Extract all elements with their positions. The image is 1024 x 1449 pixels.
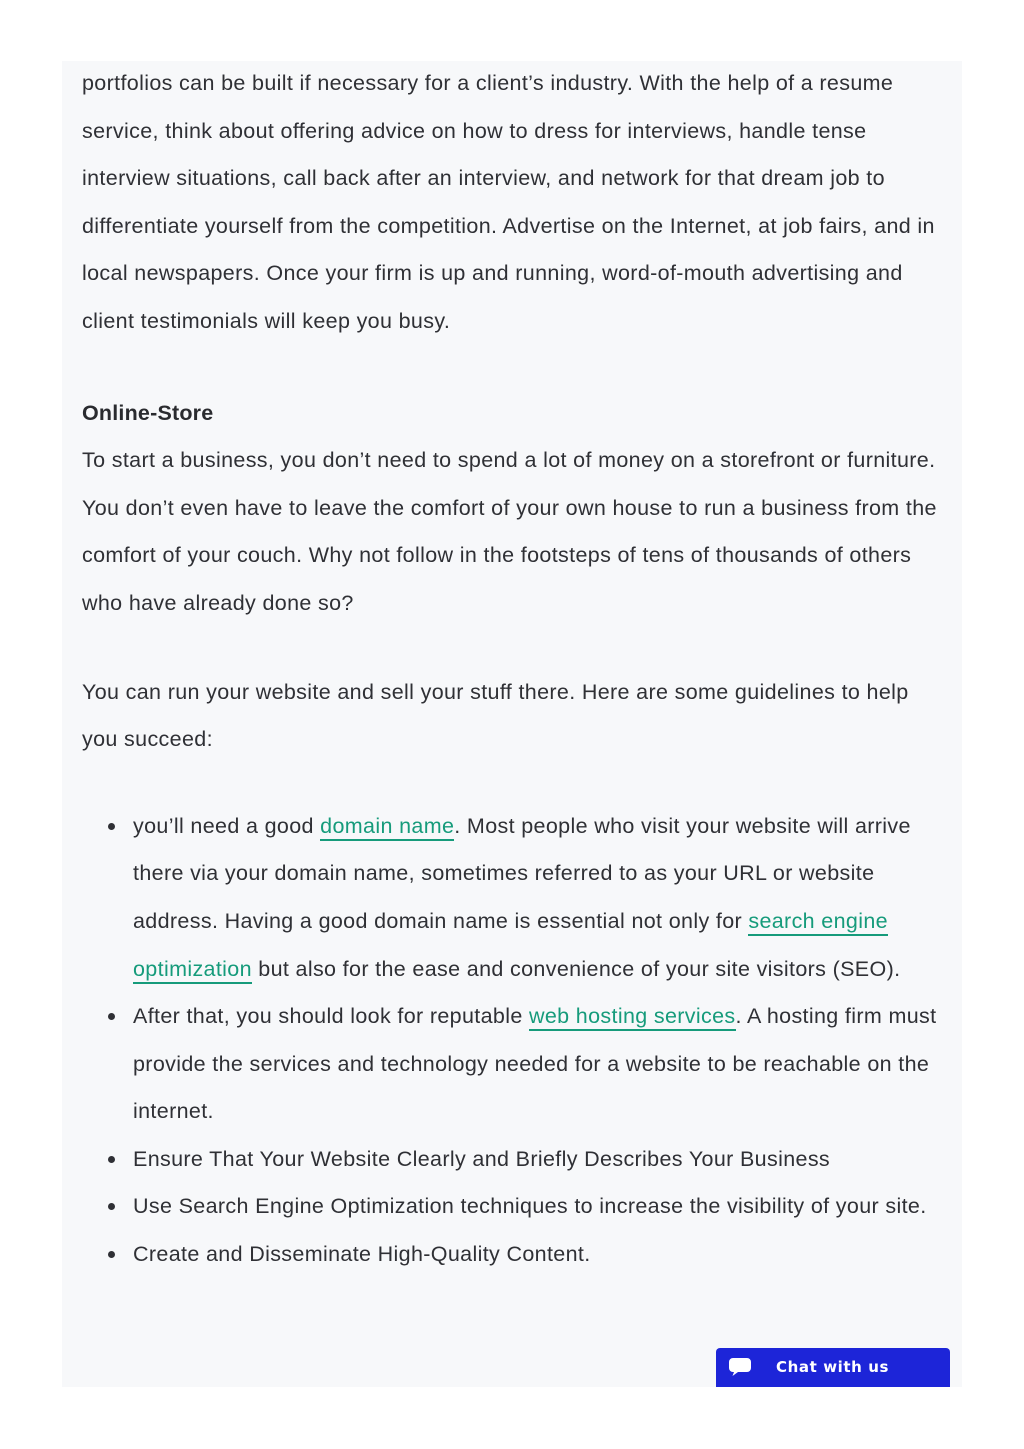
bullet-dot bbox=[108, 1203, 115, 1210]
list-item-domain bbox=[133, 803, 942, 993]
bullet-dot bbox=[108, 1156, 115, 1163]
bullet-dot bbox=[108, 1251, 115, 1258]
list-item-text: Use Search Engine Optimization techniques to increase the visibility of your site. bbox=[133, 1194, 927, 1219]
web-hosting-link[interactable]: web hosting services bbox=[529, 1004, 736, 1031]
list-item-text: . Most people who visit your website will arrive there via your domain name, sometimes referred to as your URL or website address. Having a good domain name is essential not only for bbox=[133, 813, 911, 933]
section-heading: Online-Store bbox=[82, 400, 214, 425]
paragraph-storefront: To start a business, you don’t need to spend a lot of money on a storefront or furniture. You don’t even have to leave the comfort of your own house to run a business from the comfort of your couch. Why not follow in the footsteps of tens of thousands of others who have already done so? bbox=[82, 448, 937, 615]
list-item-content bbox=[133, 1231, 942, 1279]
list-item-text: but also for the ease and convenience of your site visitors (SEO). bbox=[251, 956, 901, 981]
article-body bbox=[62, 61, 962, 1387]
chat-bubble-icon bbox=[729, 1358, 751, 1376]
list-item-text: Create and Disseminate High-Quality Content. bbox=[133, 1242, 591, 1267]
list-item-text: After that, you should look for reputable bbox=[133, 1004, 529, 1029]
chat-widget-label: Chat with us bbox=[776, 1358, 890, 1376]
list-item-text: Ensure That Your Website Clearly and Briefly Describes Your Business bbox=[133, 1146, 831, 1171]
article-content bbox=[82, 61, 942, 1279]
list-item-text: you’ll need a good bbox=[133, 813, 321, 838]
list-item-seo-techniques bbox=[133, 1183, 942, 1231]
list-item-hosting bbox=[133, 993, 942, 1136]
list-item-text: . A hosting firm must provide the services and technology needed for a website to be reachable on the internet. bbox=[133, 1004, 937, 1124]
paragraph-guidelines: You can run your website and sell your stuff there. Here are some guidelines to help you succeed: bbox=[82, 679, 909, 752]
intro-paragraph: portfolios can be built if necessary for a client’s industry. With the help of a resume service, think about offering advice on how to dress for interviews, handle tense interview situations, call back after an interview, and network for that dream job to differentiate yourself from the competition. Advertise on the Internet, at job fairs, and in local newspapers. Once your firm is up and running, word-of-mouth advertising and client testimonials will keep you busy. bbox=[82, 71, 935, 333]
domain-name-link[interactable]: domain name bbox=[320, 814, 454, 841]
bullet-dot bbox=[108, 1013, 115, 1020]
chat-widget-button[interactable] bbox=[716, 1348, 950, 1387]
guidelines-list bbox=[82, 803, 942, 1279]
bullet-dot bbox=[108, 823, 115, 830]
list-item-describe-business bbox=[133, 1136, 942, 1184]
seo-link[interactable]: search engine optimization bbox=[133, 909, 888, 984]
